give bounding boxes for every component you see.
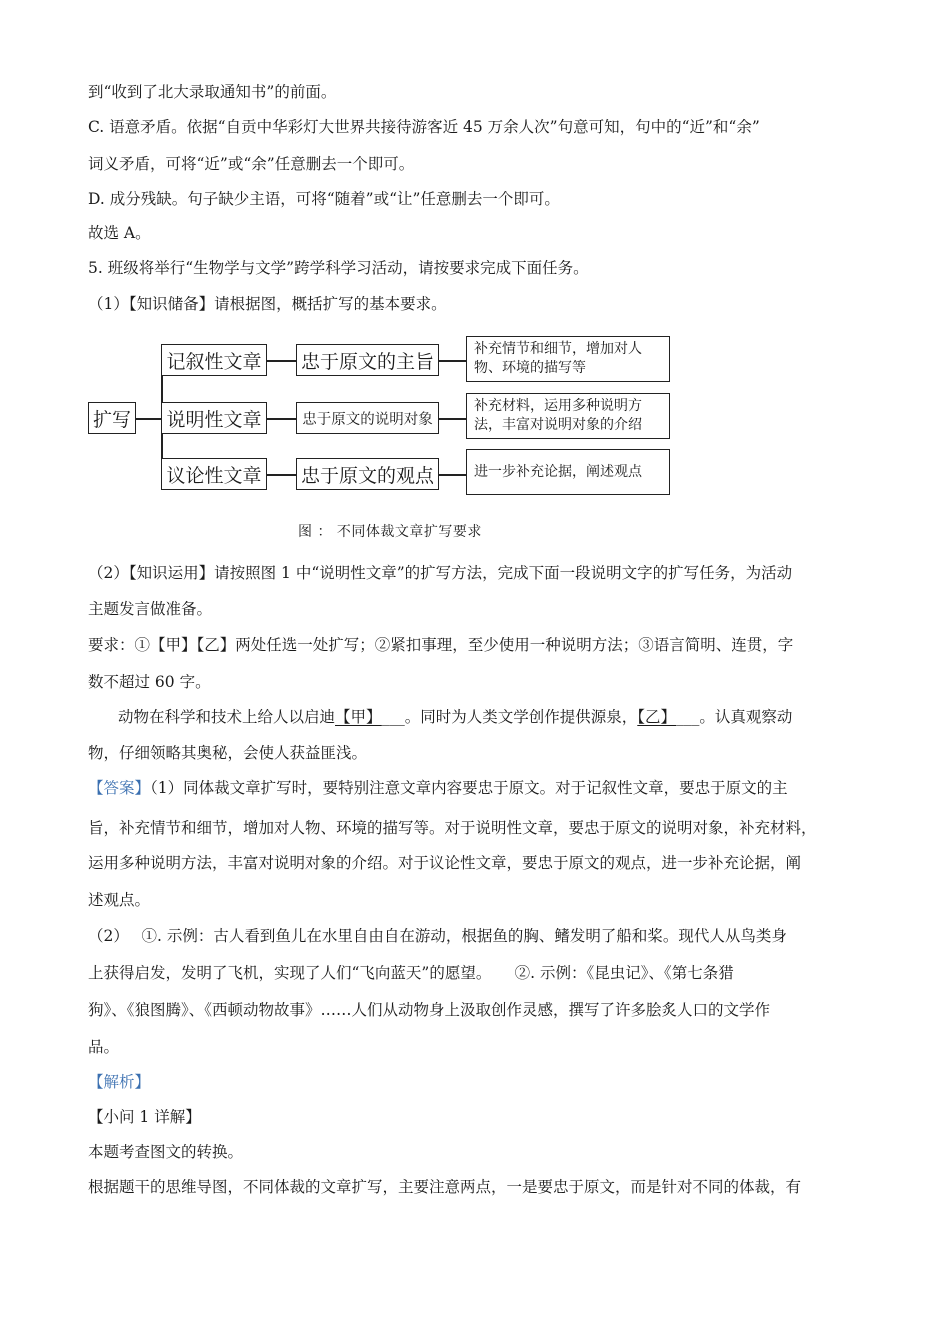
focus-label: 忠于原文的说明对象 — [302, 411, 433, 428]
focus-box-expository — [296, 402, 439, 434]
detail-box-argumentative — [466, 449, 670, 495]
genre-box-narrative — [161, 344, 267, 376]
subquestion-2: （2）【知识运用】请按照图 1 中“说明性文章”的扩写方法，完成下面一段说明文字的扩写任务，为活动 — [88, 564, 793, 582]
answer-line-1 — [88, 778, 788, 798]
blank-jia-marker: 【甲】 — [335, 708, 382, 726]
answer-line-4: 述观点。 — [88, 891, 151, 909]
question-5-title: 5. 班级将举行“生物学与文学”跨学科学习活动，请按要求完成下面任务。 — [88, 259, 589, 277]
focus-label: 忠于原文的观点 — [300, 464, 434, 487]
answer-line-8: 品。 — [88, 1038, 120, 1056]
focus-detail-connector-3 — [439, 474, 466, 476]
genre-label: 说明性文章 — [166, 408, 262, 431]
analysis-line-2: 根据题干的思维导图，不同体裁的文章扩写，主要注意两点，一是要忠于原文，而是针对不同的体裁，有 — [88, 1178, 802, 1196]
focus-detail-connector-1 — [439, 360, 466, 362]
answer-line-5: （2） ①. 示例：古人看到鱼儿在水里自由自在游动，根据鱼的胸、鳍发明了船和桨。现代人从鸟类身 — [88, 927, 787, 945]
focus-detail-connector-2 — [439, 418, 466, 420]
line-3: 词义矛盾，可将“近”或“余”任意删去一个即可。 — [88, 155, 415, 173]
prompt-text-e: ___。认真观察动 — [676, 708, 793, 726]
detail-label: 补充材料，运用多种说明方法，丰富对说明对象的介绍 — [474, 398, 642, 433]
focus-box-argumentative — [296, 458, 439, 490]
diagram-caption: 图 ： 不同体裁文章扩写要求 — [298, 524, 482, 540]
root-connector — [136, 418, 162, 420]
mind-map-diagram — [88, 332, 678, 502]
sub-question-1-heading: 【小问 1 详解】 — [88, 1108, 201, 1126]
answer-line-6: 上获得启发，发明了飞机，实现了人们“飞向蓝天”的愿望。 ②. 示例：《昆虫记》、《第七条猎 — [88, 964, 734, 982]
answer-line-7: 狗》、《狼图腾》、《西顿动物故事》……人们从动物身上汲取创作灵感，撰写了许多脍炙人口的文学作 — [88, 1001, 771, 1019]
prompt-text-c: ___。同时为人类文学创作提供源泉， — [381, 708, 638, 726]
answer-text: （1）同体裁文章扩写时，要特别注意文章内容要忠于原文。对于记叙性文章，要忠于原文的主 — [150, 779, 788, 797]
requirements-line: 要求：①【甲】【乙】两处任选一处扩写；②紧扣事理，至少使用一种说明方法；③语言简明、连贯，字 — [88, 636, 794, 654]
detail-box-narrative — [466, 336, 670, 382]
line-1: 到“收到了北大录取通知书”的前面。 — [88, 83, 337, 101]
focus-box-narrative — [296, 344, 439, 376]
analysis-label: 【解析】 — [88, 1073, 151, 1091]
genre-box-expository — [161, 402, 267, 434]
detail-label: 进一步补充论据，阐述观点 — [474, 463, 642, 480]
genre-label: 议论性文章 — [166, 464, 262, 487]
genre-focus-connector-2 — [267, 418, 296, 420]
prompt-paragraph-line-1 — [118, 707, 792, 727]
answer-line-3: 运用多种说明方法，丰富对说明对象的介绍。对于议论性文章，要忠于原文的观点，进一步补充论据，阐 — [88, 854, 802, 872]
subquestion-1: （1）【知识储备】请根据图，概括扩写的基本要求。 — [88, 295, 447, 313]
prompt-text-a: 动物在科学和技术上给人以启迪 — [118, 708, 336, 726]
line-11: 数不超过 60 字。 — [88, 673, 211, 691]
genre-focus-connector-1 — [267, 360, 296, 362]
root-box — [88, 402, 136, 434]
line-4: D. 成分残缺。句子缺少主语，可将“随着”或“让”任意删去一个即可。 — [88, 190, 560, 208]
prompt-paragraph-line-2: 物，仔细领略其奥秘，会使人获益匪浅。 — [88, 744, 368, 762]
genre-label: 记叙性文章 — [166, 350, 262, 373]
genre-focus-connector-3 — [267, 474, 296, 476]
detail-label: 补充情节和细节，增加对人物、环境的描写等 — [474, 341, 642, 376]
answer-line-2: 旨，补充情节和细节，增加对人物、环境的描写等。对于说明性文章，要忠于原文的说明对象，补充材料， — [88, 819, 817, 837]
focus-label: 忠于原文的主旨 — [300, 350, 434, 373]
line-9: 主题发言做准备。 — [88, 600, 213, 618]
genre-box-argumentative — [161, 458, 267, 490]
line-2: C. 语意矛盾。依据“自贡中华彩灯大世界共接待游客近 45 万余人次”句意可知，句中的“近”和“余” — [88, 118, 760, 136]
blank-yi-marker: 【乙】 — [637, 708, 677, 726]
answer-label: 【答案】 — [88, 779, 151, 797]
root-label: 扩写 — [92, 408, 131, 431]
analysis-line-1: 本题考查图文的转换。 — [88, 1143, 244, 1161]
line-5: 故选 A。 — [88, 224, 151, 242]
detail-box-expository — [466, 393, 670, 439]
